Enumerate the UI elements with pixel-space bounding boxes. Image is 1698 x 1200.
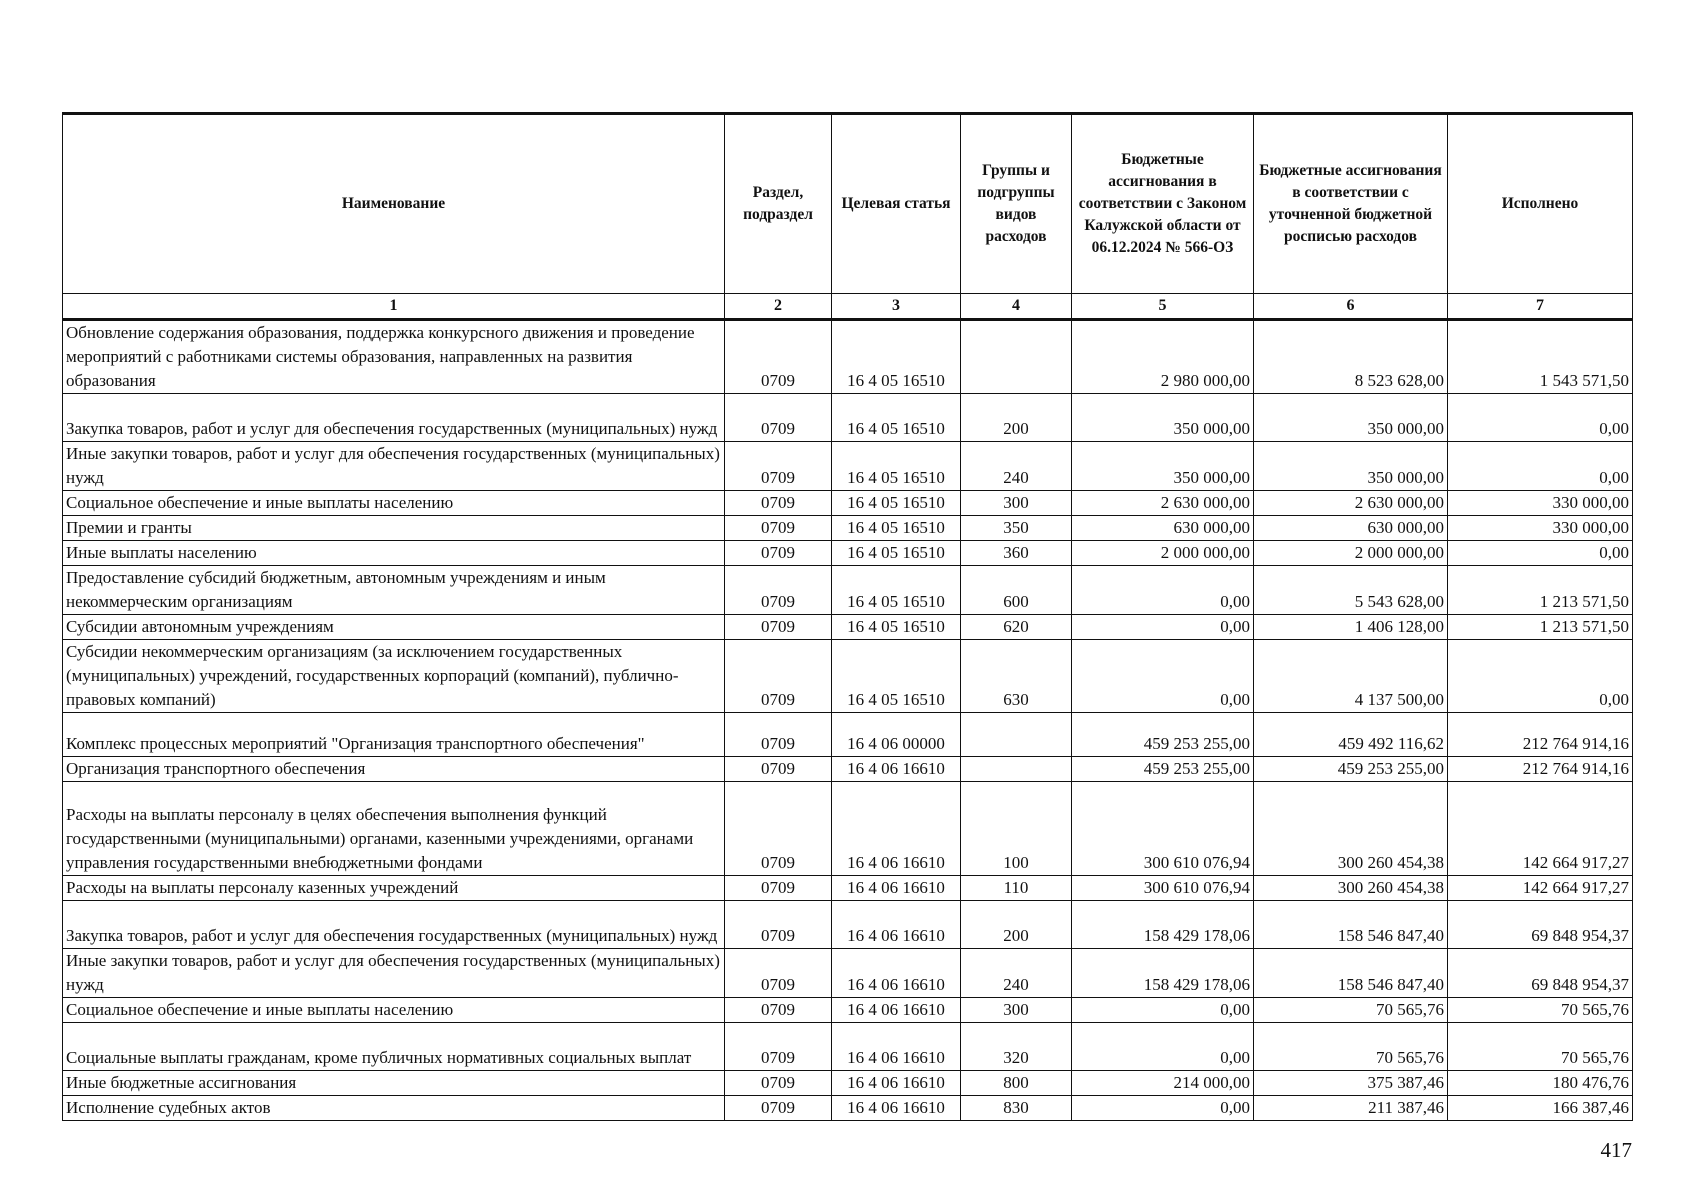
cell-schedule-allocation: 2 630 000,00 (1254, 491, 1448, 516)
cell-target-article: 16 4 05 16510 (832, 615, 961, 640)
table-row (63, 615, 1633, 640)
cell-schedule-allocation: 1 406 128,00 (1254, 615, 1448, 640)
cell-name: Предоставление субсидий бюджетным, автономным учреждениям и иным некоммерческим организациям (63, 566, 725, 615)
cell-name: Социальные выплаты гражданам, кроме публичных нормативных социальных выплат (63, 1023, 725, 1071)
column-number: 2 (725, 294, 832, 320)
cell-section: 0709 (725, 949, 832, 998)
cell-executed: 1 543 571,50 (1448, 320, 1633, 394)
cell-expense-group: 630 (961, 640, 1072, 713)
cell-expense-group: 830 (961, 1096, 1072, 1121)
cell-section: 0709 (725, 640, 832, 713)
cell-executed: 142 664 917,27 (1448, 876, 1633, 901)
cell-target-article: 16 4 06 16610 (832, 949, 961, 998)
header-name: Наименование (63, 114, 725, 294)
header-law-allocations: Бюджетные ассигнования в соответствии с Законом Калужской области от 06.12.2024 № 566-ОЗ (1072, 114, 1254, 294)
cell-section: 0709 (725, 442, 832, 491)
cell-target-article: 16 4 06 16610 (832, 876, 961, 901)
column-number: 1 (63, 294, 725, 320)
cell-law-allocation: 350 000,00 (1072, 442, 1254, 491)
header-schedule-allocations: Бюджетные ассигнования в соответствии с уточненной бюджетной росписью расходов (1254, 114, 1448, 294)
cell-schedule-allocation: 158 546 847,40 (1254, 949, 1448, 998)
cell-target-article: 16 4 06 16610 (832, 1071, 961, 1096)
table-row (63, 949, 1633, 998)
column-number: 7 (1448, 294, 1633, 320)
cell-schedule-allocation: 300 260 454,38 (1254, 876, 1448, 901)
cell-schedule-allocation: 8 523 628,00 (1254, 320, 1448, 394)
cell-expense-group: 100 (961, 782, 1072, 876)
table-row (63, 640, 1633, 713)
cell-section: 0709 (725, 320, 832, 394)
cell-target-article: 16 4 06 16610 (832, 1023, 961, 1071)
cell-executed: 69 848 954,37 (1448, 949, 1633, 998)
cell-executed: 212 764 914,16 (1448, 713, 1633, 757)
cell-expense-group: 110 (961, 876, 1072, 901)
cell-executed: 0,00 (1448, 394, 1633, 442)
cell-law-allocation: 0,00 (1072, 566, 1254, 615)
cell-executed: 70 565,76 (1448, 998, 1633, 1023)
cell-name: Субсидии автономным учреждениям (63, 615, 725, 640)
table-row (63, 516, 1633, 541)
cell-name: Премии и гранты (63, 516, 725, 541)
cell-expense-group: 600 (961, 566, 1072, 615)
table-row (63, 442, 1633, 491)
table-row (63, 782, 1633, 876)
cell-expense-group (961, 713, 1072, 757)
cell-schedule-allocation: 70 565,76 (1254, 998, 1448, 1023)
cell-expense-group: 200 (961, 901, 1072, 949)
cell-expense-group (961, 757, 1072, 782)
cell-name: Иные выплаты населению (63, 541, 725, 566)
table-row (63, 541, 1633, 566)
header-row (63, 114, 1633, 294)
cell-name: Социальное обеспечение и иные выплаты населению (63, 491, 725, 516)
cell-name: Социальное обеспечение и иные выплаты населению (63, 998, 725, 1023)
cell-target-article: 16 4 05 16510 (832, 491, 961, 516)
cell-section: 0709 (725, 998, 832, 1023)
column-number: 6 (1254, 294, 1448, 320)
cell-executed: 1 213 571,50 (1448, 566, 1633, 615)
budget-table-sheet (62, 112, 1632, 1121)
cell-section: 0709 (725, 757, 832, 782)
table-row (63, 876, 1633, 901)
cell-name: Исполнение судебных актов (63, 1096, 725, 1121)
cell-executed: 1 213 571,50 (1448, 615, 1633, 640)
cell-law-allocation: 300 610 076,94 (1072, 876, 1254, 901)
cell-target-article: 16 4 06 16610 (832, 757, 961, 782)
cell-section: 0709 (725, 1096, 832, 1121)
cell-section: 0709 (725, 1071, 832, 1096)
cell-schedule-allocation: 158 546 847,40 (1254, 901, 1448, 949)
cell-name: Комплекс процессных мероприятий "Организация транспортного обеспечения" (63, 713, 725, 757)
cell-name: Иные закупки товаров, работ и услуг для обеспечения государственных (муниципальных) нужд (63, 442, 725, 491)
column-number-row (63, 294, 1633, 320)
table-row (63, 713, 1633, 757)
cell-expense-group: 240 (961, 442, 1072, 491)
cell-schedule-allocation: 350 000,00 (1254, 442, 1448, 491)
cell-name: Обновление содержания образования, поддержка конкурсного движения и проведение мероприятий с работниками системы образования, направленных на развития образования (63, 320, 725, 394)
cell-executed: 0,00 (1448, 640, 1633, 713)
cell-law-allocation: 2 980 000,00 (1072, 320, 1254, 394)
table-row (63, 1023, 1633, 1071)
header-expense-group: Группы и подгруппы видов расходов (961, 114, 1072, 294)
cell-expense-group: 300 (961, 491, 1072, 516)
cell-section: 0709 (725, 1023, 832, 1071)
cell-schedule-allocation: 4 137 500,00 (1254, 640, 1448, 713)
cell-executed: 330 000,00 (1448, 491, 1633, 516)
cell-expense-group: 360 (961, 541, 1072, 566)
cell-executed: 212 764 914,16 (1448, 757, 1633, 782)
cell-name: Иные закупки товаров, работ и услуг для обеспечения государственных (муниципальных) нужд (63, 949, 725, 998)
cell-target-article: 16 4 05 16510 (832, 320, 961, 394)
cell-schedule-allocation: 459 492 116,62 (1254, 713, 1448, 757)
cell-executed: 180 476,76 (1448, 1071, 1633, 1096)
cell-name: Закупка товаров, работ и услуг для обеспечения государственных (муниципальных) нужд (63, 901, 725, 949)
cell-law-allocation: 350 000,00 (1072, 394, 1254, 442)
table-row (63, 394, 1633, 442)
cell-schedule-allocation: 70 565,76 (1254, 1023, 1448, 1071)
cell-executed: 166 387,46 (1448, 1096, 1633, 1121)
cell-executed: 69 848 954,37 (1448, 901, 1633, 949)
cell-law-allocation: 0,00 (1072, 998, 1254, 1023)
cell-expense-group: 320 (961, 1023, 1072, 1071)
cell-law-allocation: 0,00 (1072, 640, 1254, 713)
page-number: 417 (1600, 1138, 1632, 1162)
cell-expense-group: 620 (961, 615, 1072, 640)
table-row (63, 566, 1633, 615)
header-executed: Исполнено (1448, 114, 1633, 294)
cell-law-allocation: 630 000,00 (1072, 516, 1254, 541)
cell-expense-group (961, 320, 1072, 394)
cell-name: Расходы на выплаты персоналу в целях обеспечения выполнения функций государственными (муниципальными) органами, казенными учреждениями, органами управления государственными внебюджетными фондами (63, 782, 725, 876)
column-number: 5 (1072, 294, 1254, 320)
cell-target-article: 16 4 05 16510 (832, 640, 961, 713)
table-row (63, 1096, 1633, 1121)
cell-target-article: 16 4 06 16610 (832, 998, 961, 1023)
cell-law-allocation: 214 000,00 (1072, 1071, 1254, 1096)
cell-schedule-allocation: 5 543 628,00 (1254, 566, 1448, 615)
cell-target-article: 16 4 05 16510 (832, 442, 961, 491)
header-target-article: Целевая статья (832, 114, 961, 294)
column-number: 3 (832, 294, 961, 320)
cell-section: 0709 (725, 516, 832, 541)
cell-section: 0709 (725, 566, 832, 615)
cell-name: Организация транспортного обеспечения (63, 757, 725, 782)
table-body (63, 320, 1633, 1121)
cell-target-article: 16 4 06 16610 (832, 782, 961, 876)
cell-executed: 0,00 (1448, 541, 1633, 566)
cell-executed: 0,00 (1448, 442, 1633, 491)
cell-section: 0709 (725, 615, 832, 640)
cell-target-article: 16 4 06 16610 (832, 901, 961, 949)
cell-law-allocation: 0,00 (1072, 1023, 1254, 1071)
table-row (63, 320, 1633, 394)
cell-target-article: 16 4 05 16510 (832, 516, 961, 541)
cell-expense-group: 200 (961, 394, 1072, 442)
cell-name: Иные бюджетные ассигнования (63, 1071, 725, 1096)
table-row (63, 757, 1633, 782)
table-row (63, 491, 1633, 516)
table-row (63, 1071, 1633, 1096)
cell-target-article: 16 4 05 16510 (832, 541, 961, 566)
cell-law-allocation: 158 429 178,06 (1072, 949, 1254, 998)
cell-name: Субсидии некоммерческим организациям (за исключением государственных (муниципальных) учреждений, государственных корпораций (компаний), публично-правовых компаний) (63, 640, 725, 713)
cell-target-article: 16 4 05 16510 (832, 394, 961, 442)
cell-schedule-allocation: 300 260 454,38 (1254, 782, 1448, 876)
cell-section: 0709 (725, 901, 832, 949)
cell-law-allocation: 0,00 (1072, 615, 1254, 640)
cell-schedule-allocation: 211 387,46 (1254, 1096, 1448, 1121)
cell-section: 0709 (725, 491, 832, 516)
column-number: 4 (961, 294, 1072, 320)
cell-schedule-allocation: 459 253 255,00 (1254, 757, 1448, 782)
cell-expense-group: 300 (961, 998, 1072, 1023)
cell-expense-group: 240 (961, 949, 1072, 998)
cell-schedule-allocation: 350 000,00 (1254, 394, 1448, 442)
cell-executed: 142 664 917,27 (1448, 782, 1633, 876)
cell-section: 0709 (725, 713, 832, 757)
cell-executed: 70 565,76 (1448, 1023, 1633, 1071)
cell-law-allocation: 459 253 255,00 (1072, 757, 1254, 782)
cell-schedule-allocation: 375 387,46 (1254, 1071, 1448, 1096)
cell-section: 0709 (725, 876, 832, 901)
cell-section: 0709 (725, 541, 832, 566)
table-row (63, 901, 1633, 949)
cell-law-allocation: 2 000 000,00 (1072, 541, 1254, 566)
cell-law-allocation: 2 630 000,00 (1072, 491, 1254, 516)
cell-law-allocation: 0,00 (1072, 1096, 1254, 1121)
cell-name: Закупка товаров, работ и услуг для обеспечения государственных (муниципальных) нужд (63, 394, 725, 442)
cell-law-allocation: 158 429 178,06 (1072, 901, 1254, 949)
cell-section: 0709 (725, 782, 832, 876)
cell-expense-group: 800 (961, 1071, 1072, 1096)
cell-law-allocation: 300 610 076,94 (1072, 782, 1254, 876)
cell-schedule-allocation: 2 000 000,00 (1254, 541, 1448, 566)
cell-schedule-allocation: 630 000,00 (1254, 516, 1448, 541)
cell-expense-group: 350 (961, 516, 1072, 541)
cell-section: 0709 (725, 394, 832, 442)
table-row (63, 998, 1633, 1023)
cell-name: Расходы на выплаты персоналу казенных учреждений (63, 876, 725, 901)
cell-target-article: 16 4 06 00000 (832, 713, 961, 757)
cell-target-article: 16 4 06 16610 (832, 1096, 961, 1121)
cell-target-article: 16 4 05 16510 (832, 566, 961, 615)
cell-law-allocation: 459 253 255,00 (1072, 713, 1254, 757)
budget-execution-table (62, 112, 1633, 1121)
header-section: Раздел, подраздел (725, 114, 832, 294)
cell-executed: 330 000,00 (1448, 516, 1633, 541)
